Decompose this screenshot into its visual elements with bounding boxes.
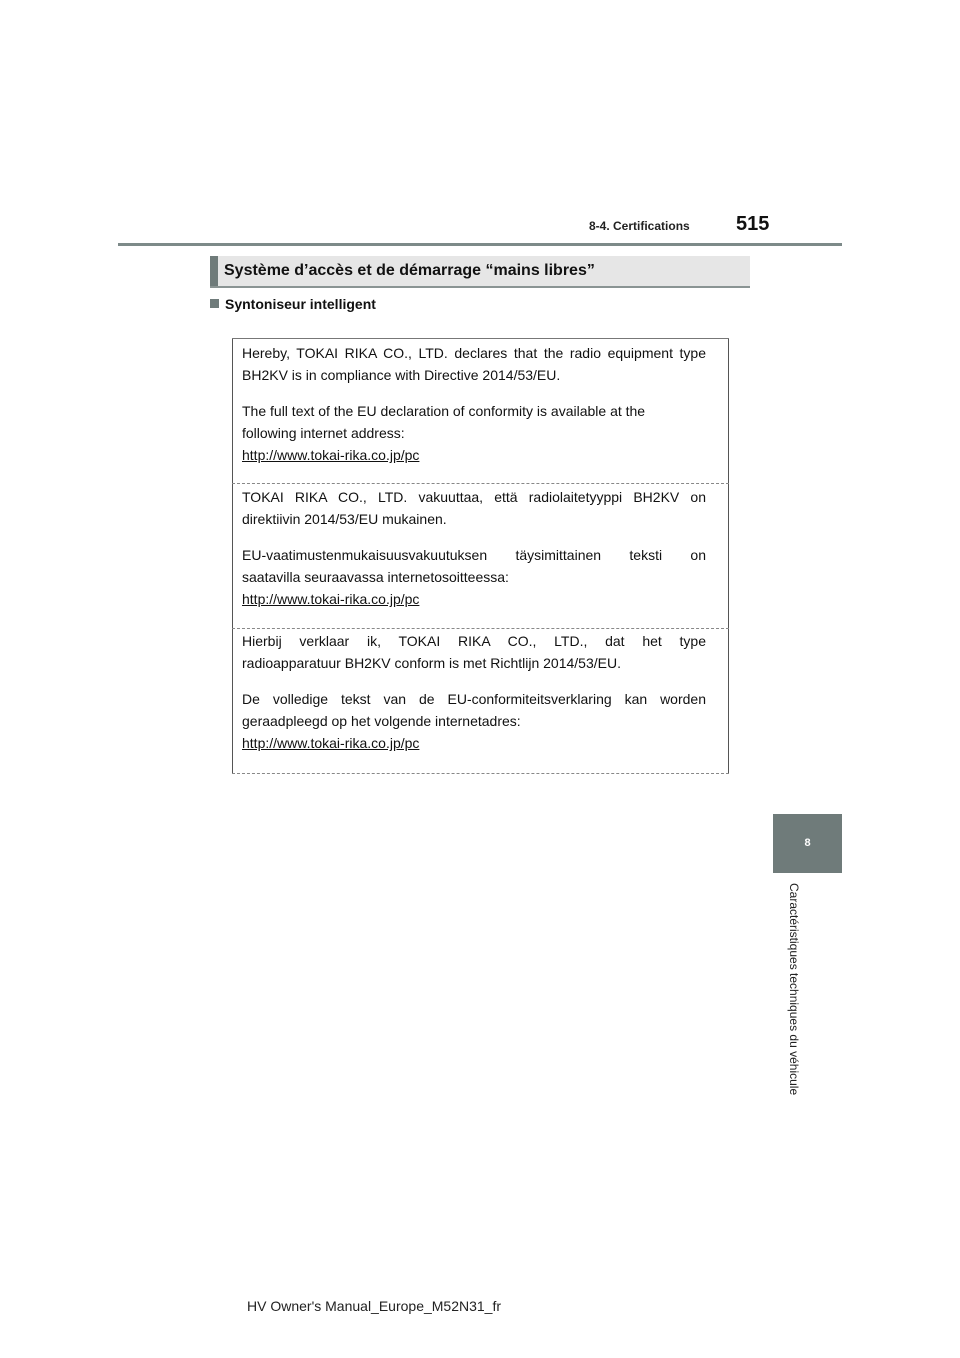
declaration-box xyxy=(232,338,729,774)
declaration-url-link[interactable]: http://www.tokai-rika.co.jp/pc xyxy=(242,447,420,463)
square-bullet-icon xyxy=(210,299,219,308)
box-right-border xyxy=(728,338,729,774)
declaration-finnish xyxy=(242,486,706,610)
box-bottom-border xyxy=(232,773,729,774)
box-left-border xyxy=(232,338,233,774)
declaration-line: De volledige tekst van de EU-conformiteitsverklaring kan worden xyxy=(242,691,706,707)
declaration-url-link[interactable]: http://www.tokai-rika.co.jp/pc xyxy=(242,591,420,607)
page-number: 515 xyxy=(736,213,770,235)
declaration-line: following internet address: xyxy=(242,425,405,441)
subheading-text: Syntoniseur intelligent xyxy=(225,296,376,312)
declaration-line: EU-vaatimustenmukaisuusvakuutuksen täysimittainen teksti on xyxy=(242,547,706,563)
header-section-label: 8-4. Certifications xyxy=(589,219,690,233)
declaration-line: BH2KV is in compliance with Directive 2014/53/EU. xyxy=(242,367,561,383)
declaration-line: Hierbij verklaar ik, TOKAI RIKA CO., LTD., dat het type xyxy=(242,633,706,649)
declaration-dutch xyxy=(242,630,706,754)
chapter-label-wrap xyxy=(783,883,805,1128)
box-top-border xyxy=(232,338,729,339)
subheading xyxy=(210,296,376,312)
chapter-label: Caractéristiques techniques du véhicule xyxy=(787,883,801,1096)
footer-text: HV Owner's Manual_Europe_M52N31_fr xyxy=(247,1298,502,1314)
declaration-url-link[interactable]: http://www.tokai-rika.co.jp/pc xyxy=(242,735,420,751)
declaration-line: Hereby, TOKAI RIKA CO., LTD. declares that the radio equipment type xyxy=(242,345,706,361)
declaration-line: direktiivin 2014/53/EU mukainen. xyxy=(242,511,447,527)
declaration-line: radioapparatuur BH2KV conform is met Richtlijn 2014/53/EU. xyxy=(242,655,621,671)
section-title: Système d’accès et de démarrage “mains libres” xyxy=(224,262,595,279)
declaration-english xyxy=(242,342,706,466)
chapter-tab[interactable]: 8 xyxy=(773,814,842,873)
declaration-line: geraadpleegd op het volgende internetadres: xyxy=(242,713,521,729)
declaration-line: The full text of the EU declaration of conformity is available at the xyxy=(242,403,646,419)
declaration-line: saatavilla seuraavassa internetosoitteessa: xyxy=(242,569,509,585)
section-banner-bar xyxy=(210,256,218,286)
section-banner xyxy=(210,256,750,288)
box-divider xyxy=(232,628,729,629)
box-divider xyxy=(232,483,729,484)
declaration-line: TOKAI RIKA CO., LTD. vakuuttaa, että radiolaitetyyppi BH2KV on xyxy=(242,489,706,505)
header-rule xyxy=(118,243,842,246)
